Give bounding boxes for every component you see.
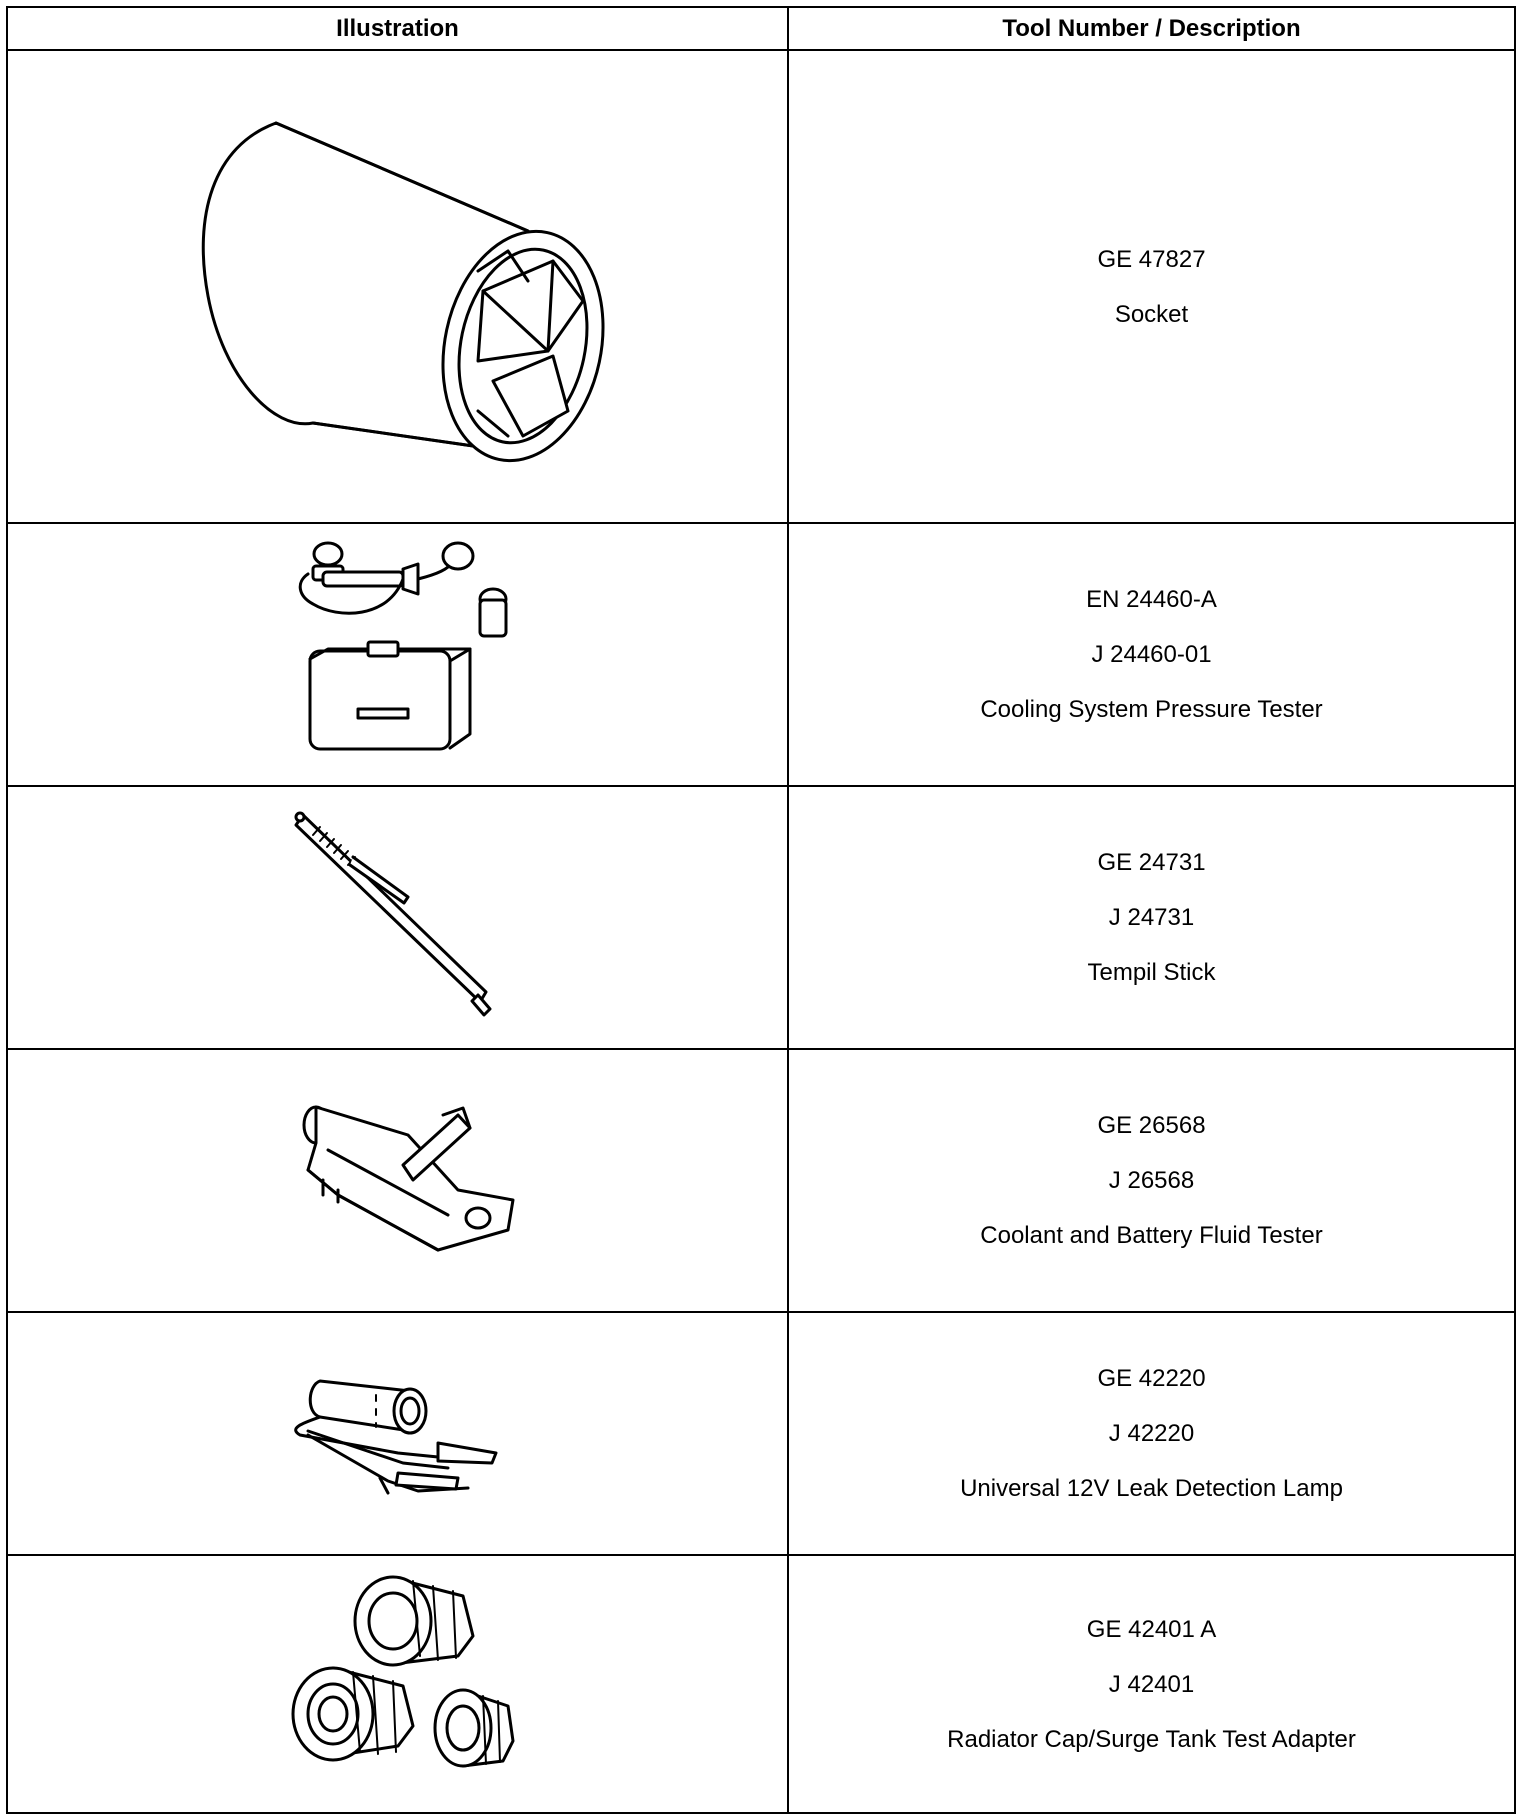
illustration-cell (7, 1555, 788, 1813)
illustration-cell (7, 1049, 788, 1312)
tool-description-cell (788, 1049, 1515, 1312)
tool-description-cell (788, 1555, 1515, 1813)
tool-description: Tempil Stick (1087, 959, 1216, 986)
tool-number: EN 24460-A (1086, 586, 1217, 613)
tool-alt-number: J 42401 (1108, 1670, 1195, 1698)
tool-number: GE 47827 (1097, 245, 1206, 273)
leak-detection-lamp-icon (8, 1313, 789, 1556)
tool-description: Socket (1114, 300, 1189, 328)
table-header-row (7, 7, 1515, 50)
tool-alt-number: J 24731 (1108, 904, 1195, 931)
table-row (7, 523, 1515, 786)
tool-alt-number: J 24460-01 (1091, 641, 1212, 668)
tool-description-cell (788, 50, 1515, 523)
illustration-cell (7, 523, 788, 786)
table-row (7, 50, 1515, 523)
tool-number: GE 42220 (1097, 1365, 1206, 1392)
tempil-stick-icon (8, 787, 789, 1050)
tool-description: Universal 12V Leak Detection Lamp (960, 1475, 1343, 1502)
header-tool-description: Tool Number / Description (788, 7, 1515, 50)
illustration-cell (7, 786, 788, 1049)
table-row (7, 1312, 1515, 1555)
coolant-battery-fluid-tester-icon (8, 1050, 789, 1313)
tool-number: GE 26568 (1097, 1112, 1206, 1139)
tool-description: Coolant and Battery Fluid Tester (980, 1222, 1323, 1249)
cooling-system-pressure-tester-icon (8, 524, 789, 787)
table-row (7, 1555, 1515, 1813)
table-row (7, 1049, 1515, 1312)
special-tools-table (6, 6, 1516, 1814)
tool-description-cell (788, 523, 1515, 786)
tool-alt-number: J 42220 (1108, 1420, 1195, 1447)
tool-description-cell (788, 1312, 1515, 1555)
test-adapter-icon (8, 1556, 789, 1814)
header-illustration: Illustration (7, 7, 788, 50)
tool-number: GE 24731 (1097, 849, 1206, 876)
socket-icon (8, 51, 789, 524)
illustration-cell (7, 50, 788, 523)
tool-description-cell (788, 786, 1515, 1049)
table-row (7, 786, 1515, 1049)
tool-number: GE 42401 A (1086, 1615, 1217, 1643)
tool-description: Radiator Cap/Surge Tank Test Adapter (947, 1725, 1356, 1753)
tool-alt-number: J 26568 (1108, 1167, 1195, 1194)
illustration-cell (7, 1312, 788, 1555)
tool-description: Cooling System Pressure Tester (980, 696, 1323, 723)
